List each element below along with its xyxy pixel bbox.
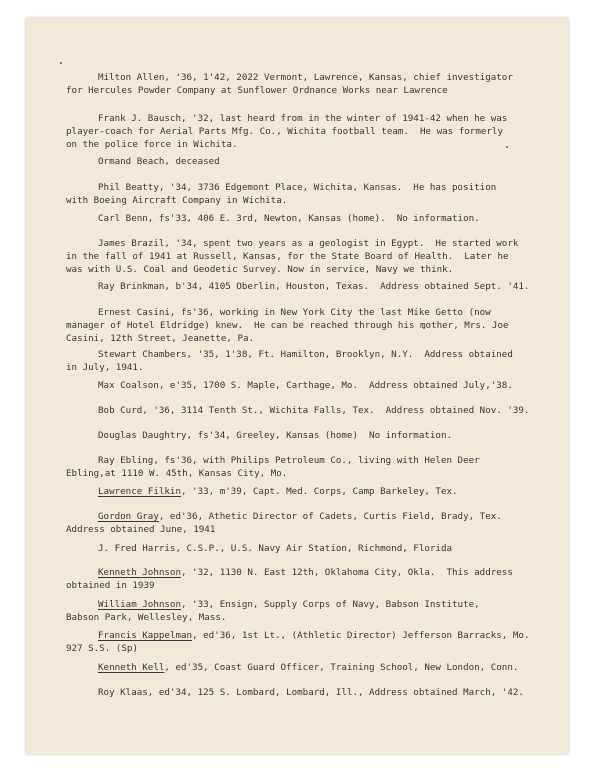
underlined-name: Kenneth Kell	[98, 662, 165, 673]
entry-lawrence-filkin	[98, 485, 568, 498]
entry-fred-harris	[98, 542, 568, 555]
entry-line: Ray Brinkman, b'34, 4105 Oberlin, Houston, Texas. Address obtained Sept. '41.	[98, 281, 530, 292]
entry-line: obtained in 1939	[66, 580, 155, 591]
entry-line: J. Fred Harris, C.S.P., U.S. Navy Air Station, Richmond, Florida	[98, 543, 453, 554]
entry-stewart-chambers	[66, 348, 568, 374]
entry-gordon-gray	[66, 510, 568, 536]
entry-line: Casini, 12th Street, Jeanette, Pa.	[66, 333, 255, 344]
entry-line: , ed'35, Coast Guard Officer, Training School, New London, Conn.	[164, 662, 519, 673]
entry-bob-curd	[98, 404, 568, 417]
entry-line: Ebling,at 1110 W. 45th, Kansas City, Mo.	[66, 468, 288, 479]
entry-line: Ernest Casini, fs'36, working in New York City the last Mike Getto (now	[98, 307, 491, 318]
entry-ernest-casini	[66, 306, 568, 345]
entry-francis-kappelman	[66, 629, 568, 655]
underlined-name: Francis Kappelman	[98, 630, 193, 641]
entry-ormand-beach	[98, 155, 568, 168]
entry-line: on the police force in Wichita.	[66, 139, 238, 150]
entry-line: Carl Benn, fs'33, 406 E. 3rd, Newton, Kansas (home). No information.	[98, 213, 480, 224]
underlined-name: Lawrence Filkin	[98, 486, 181, 497]
entry-james-brazil	[66, 237, 568, 276]
entry-line: , '32, 1130 N. East 12th, Oklahoma City, Okla. This address	[180, 567, 513, 578]
entry-line: was with U.S. Coal and Geodetic Survey. Now in service, Navy we think.	[66, 264, 454, 275]
entry-line: Ray Ebling, fs'36, with Philips Petroleum Co., living with Helen Deer	[98, 455, 480, 466]
entry-line: in July, 1941.	[66, 362, 144, 373]
entry-line: , ed'36, 1st Lt., (Athletic Director) Jefferson Barracks, Mo.	[192, 630, 530, 641]
underlined-name: Gordon Gray	[98, 511, 159, 522]
entry-roy-klaas	[98, 686, 568, 699]
entry-line: Ormand Beach, deceased	[98, 156, 220, 167]
entry-line: , '33, Ensign, Supply Corps of Navy, Babson Institute,	[180, 599, 480, 610]
entry-line: , ed'36, Athetic Director of Cadets, Curtis Field, Brady, Tex.	[158, 511, 502, 522]
entry-max-coalson	[98, 379, 568, 392]
entry-line: in the fall of 1941 at Russell, Kansas, for the State Board of Health. Later he	[66, 251, 509, 262]
entry-frank-bausch	[66, 112, 568, 151]
entry-line: Phil Beatty, '34, 3736 Edgemont Place, Wichita, Kansas. He has position	[98, 182, 497, 193]
entry-line: Address obtained June, 1941	[66, 524, 216, 535]
entry-line: 927 S.S. (Sp)	[66, 643, 138, 654]
entry-line: player-coach for Aerial Parts Mfg. Co., Wichita football team. He was formerly	[66, 126, 503, 137]
entry-line: Bob Curd, '36, 3114 Tenth St., Wichita Falls, Tex. Address obtained Nov. '39.	[98, 405, 530, 416]
entry-line: Douglas Daughtry, fs'34, Greeley, Kansas (home) No information.	[98, 430, 453, 441]
underlined-name: Kenneth Johnson	[98, 567, 181, 578]
entry-line: Roy Klaas, ed'34, 125 S. Lombard, Lombard, Ill., Address obtained March, '42.	[98, 687, 524, 698]
entry-line: Babson Park, Wellesley, Mass.	[66, 612, 227, 623]
underlined-name: William Johnson	[98, 599, 181, 610]
entry-ray-brinkman	[98, 280, 568, 293]
entry-william-johnson	[66, 598, 568, 624]
entry-line: Stewart Chambers, '35, 1'38, Ft. Hamilton, Brooklyn, N.Y. Address obtained	[98, 349, 513, 360]
entry-milton-allen	[66, 71, 568, 97]
paper-speck	[60, 62, 62, 64]
entry-ray-ebling	[66, 454, 568, 480]
entry-line: for Hercules Powder Company at Sunflower Ordnance Works near Lawrence	[66, 85, 448, 96]
document-page	[26, 18, 568, 754]
entry-carl-benn	[98, 212, 568, 225]
entry-line: manager of Hotel Eldridge) knew. He can be reached through his mother, Mrs. Joe	[66, 320, 509, 331]
entry-line: Max Coalson, e'35, 1700 S. Maple, Carthage, Mo. Address obtained July,'38.	[98, 380, 513, 391]
entry-kenneth-johnson	[66, 566, 568, 592]
entry-line: Milton Allen, '36, 1'42, 2022 Vermont, Lawrence, Kansas, chief investigator	[98, 72, 513, 83]
entry-kenneth-kell	[98, 661, 568, 674]
entry-douglas-daughtry	[98, 429, 568, 442]
entry-line: James Brazil, '34, spent two years as a geologist in Egypt. He started work	[98, 238, 519, 249]
entry-line: , '33, m'39, Capt. Med. Corps, Camp Barkeley, Tex.	[180, 486, 458, 497]
entry-line: Frank J. Bausch, '32, last heard from in the winter of 1941-42 when he was	[98, 113, 508, 124]
entry-line: with Boeing Aircraft Company in Wichita.	[66, 195, 288, 206]
entry-phil-beatty	[66, 181, 568, 207]
